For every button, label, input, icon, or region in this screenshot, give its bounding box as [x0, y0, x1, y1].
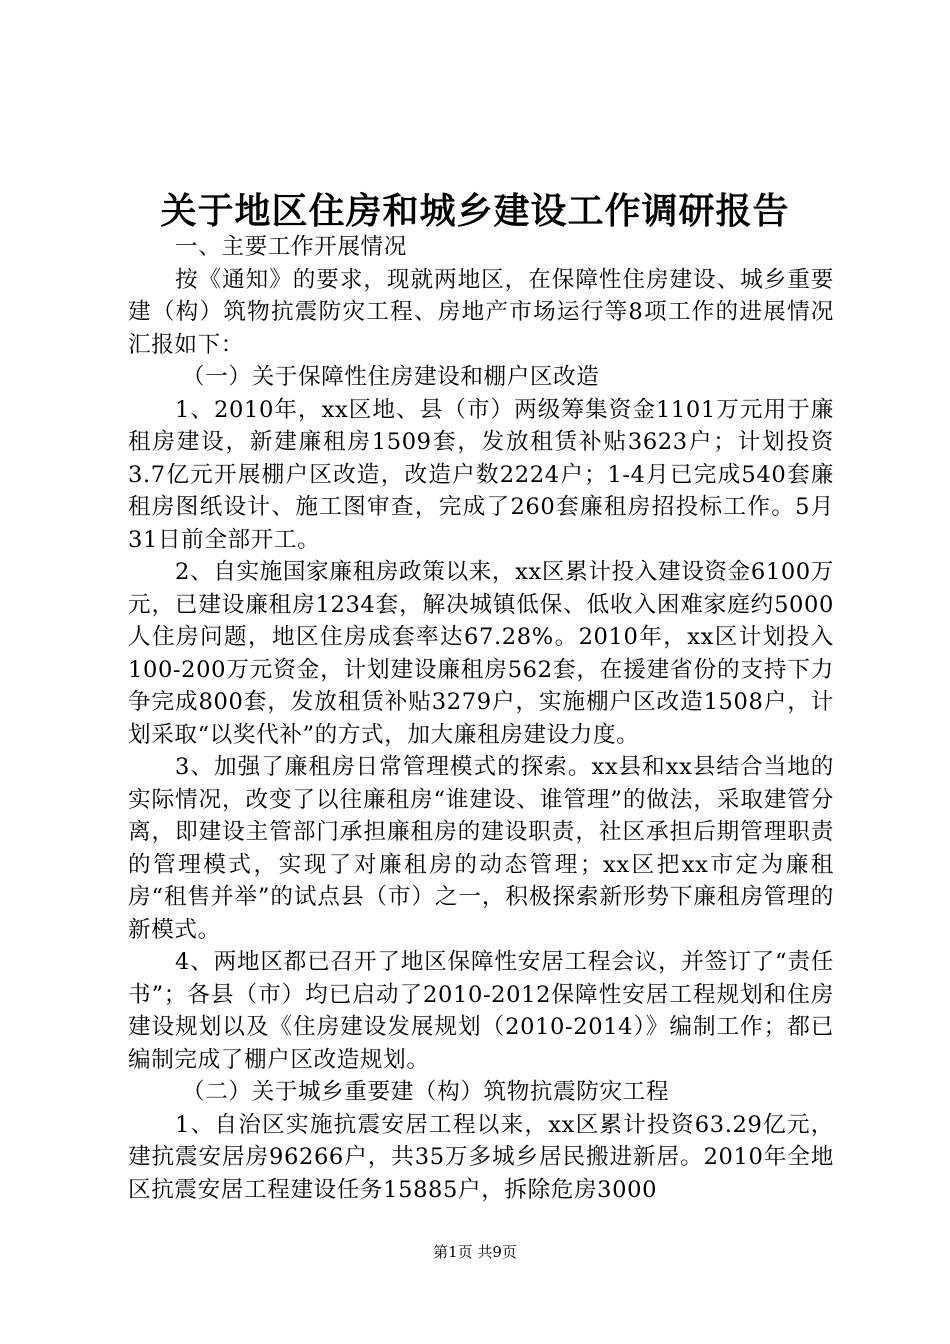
paragraph: 4、两地区都已召开了地区保障性安居工程会议，并签订了“责任书”；各县（市）均已启动了2010-2012保障性安居工程规划和住房建设规划以及《住房建设发展规划（2010-2014）》编制工作；都已编制完成了棚户区改造规划。 [128, 949, 834, 1073]
page-title: 关于地区住房和城乡建设工作调研报告 [160, 190, 790, 232]
subsection-heading: （一）关于保障性住房建设和棚户区改造 [182, 364, 600, 390]
subsection-heading: （二）关于城乡重要建（构）筑物抗震防灾工程 [182, 1079, 670, 1105]
section-heading: 一、主要工作开展情况 [175, 234, 407, 260]
document-body [128, 231, 834, 1206]
paragraph: 2、自实施国家廉租房政策以来，xx区累计投入建设资金6100万元，已建设廉租房1234套，解决城镇低保、低收入困难家庭约5000人住房问题，地区住房成套率达67.28%。2010年，xx区计划投入100-200万元资金，计划建设廉租房562套，在援建省份的支持下力争完成800套，发放租赁补贴3279户，实施棚户区改造1508户，计划采取“以奖代补”的方式，加大廉租房建设力度。 [128, 559, 834, 748]
intro-paragraph: 按《通知》的要求，现就两地区，在保障性住房建设、城乡重要建（构）筑物抗震防灾工程、房地产市场运行等8项工作的进展情况汇报如下： [128, 266, 834, 358]
paragraph: 1、自治区实施抗震安居工程以来，xx区累计投资63.29亿元，建抗震安居房96266户，共35万多城乡居民搬进新居。2010年全地区抗震安居工程建设任务15885户，拆除危房3000 [128, 1111, 834, 1203]
paragraph: 3、加强了廉租房日常管理模式的探索。xx县和xx县结合当地的实际情况，改变了以往廉租房“谁建设、谁管理”的做法，采取建管分离，即建设主管部门承担廉租房的建设职责，社区承担后期管理职责的管理模式，实现了对廉租房的动态管理；xx区把xx市定为廉租房“租售并举”的试点县（市）之一，积极探索新形势下廉租房管理的新模式。 [128, 754, 834, 943]
page-number: 第1页 共9页 [433, 1243, 517, 1261]
paragraph: 1、2010年，xx区地、县（市）两级筹集资金1101万元用于廉租房建设，新建廉租房1509套，发放租赁补贴3623户；计划投资3.7亿元开展棚户区改造，改造户数2224户；1-4月已完成540套廉租房图纸设计、施工图审查，完成了260套廉租房招投标工作。5月31日前全部开工。 [128, 396, 834, 553]
